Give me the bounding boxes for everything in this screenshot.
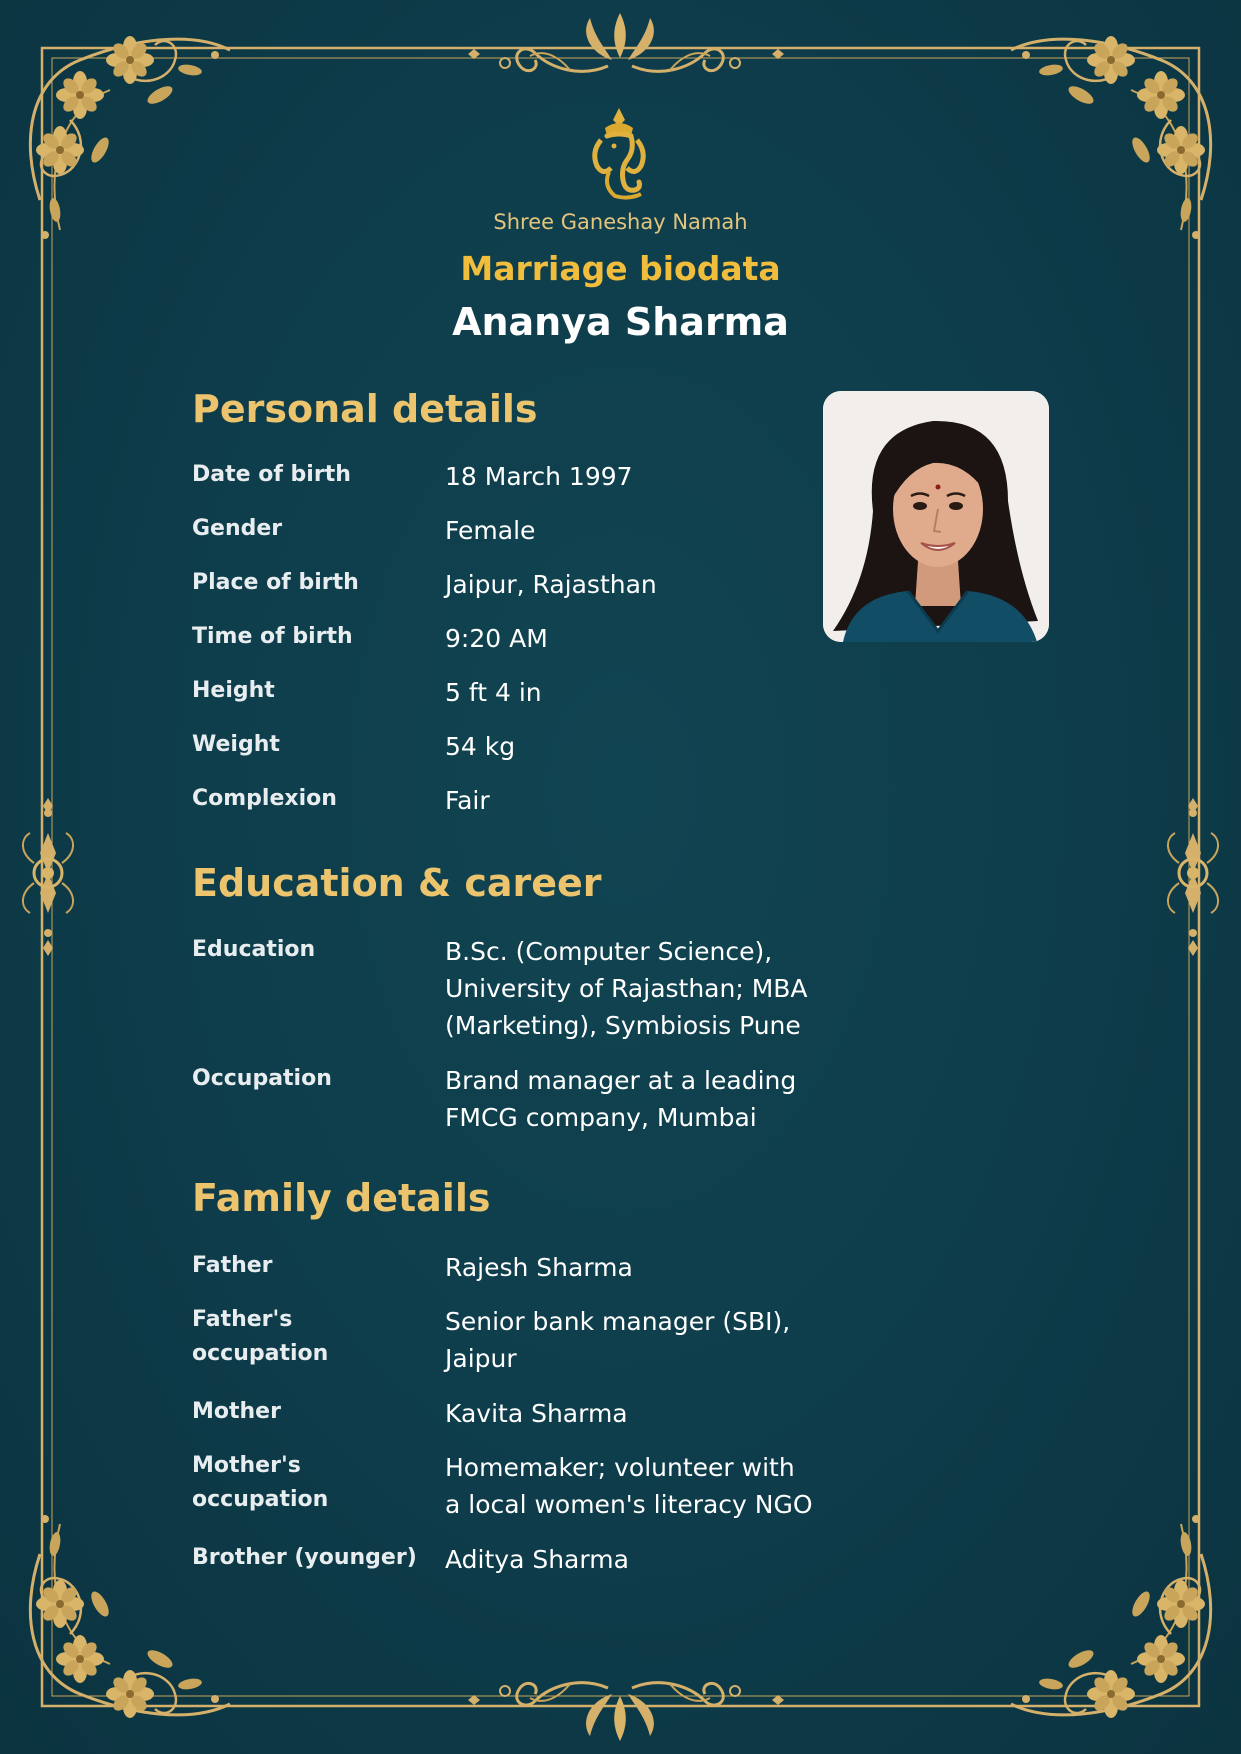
detail-label: Time of birth bbox=[192, 624, 353, 649]
detail-label: Date of birth bbox=[192, 462, 351, 487]
detail-value: Senior bank manager (SBI), Jaipur bbox=[445, 1307, 791, 1373]
detail-value: 18 March 1997 bbox=[445, 462, 633, 491]
detail-label: Place of birth bbox=[192, 570, 359, 595]
detail-value: Female bbox=[445, 516, 536, 545]
detail-label: Education bbox=[192, 937, 316, 962]
detail-label: Brother (younger) bbox=[192, 1545, 417, 1570]
detail-value: Homemaker; volunteer with a local women's literacy NGO bbox=[445, 1453, 813, 1519]
detail-value: Fair bbox=[445, 786, 490, 815]
detail-value: Brand manager at a leading FMCG company, Mumbai bbox=[445, 1066, 797, 1132]
detail-value: Kavita Sharma bbox=[445, 1399, 628, 1428]
candidate-name: Ananya Sharma bbox=[452, 300, 789, 344]
invocation-text: Shree Ganeshay Namah bbox=[493, 210, 748, 234]
detail-label: Mother's occupation bbox=[192, 1453, 329, 1512]
detail-value: Jaipur, Rajasthan bbox=[445, 570, 657, 599]
detail-label: Father bbox=[192, 1253, 273, 1278]
detail-value: B.Sc. (Computer Science), University of Rajasthan; MBA (Marketing), Symbiosis Pune bbox=[445, 937, 808, 1040]
ganesha-icon bbox=[581, 106, 657, 202]
detail-value: 54 kg bbox=[445, 732, 516, 761]
document-title: Marriage biodata bbox=[460, 249, 781, 288]
detail-value: 9:20 AM bbox=[445, 624, 548, 653]
detail-value: Rajesh Sharma bbox=[445, 1253, 633, 1282]
detail-label: Height bbox=[192, 678, 275, 703]
section-title-education: Education & career bbox=[192, 861, 602, 905]
profile-photo bbox=[823, 391, 1049, 642]
detail-label: Occupation bbox=[192, 1066, 332, 1091]
detail-label: Gender bbox=[192, 516, 283, 541]
detail-value: Aditya Sharma bbox=[445, 1545, 629, 1574]
detail-label: Mother bbox=[192, 1399, 281, 1424]
detail-label: Father's occupation bbox=[192, 1307, 329, 1366]
section-title-personal: Personal details bbox=[192, 387, 538, 431]
detail-label: Complexion bbox=[192, 786, 337, 811]
section-title-family: Family details bbox=[192, 1176, 491, 1220]
detail-label: Weight bbox=[192, 732, 280, 757]
detail-value: 5 ft 4 in bbox=[445, 678, 542, 707]
